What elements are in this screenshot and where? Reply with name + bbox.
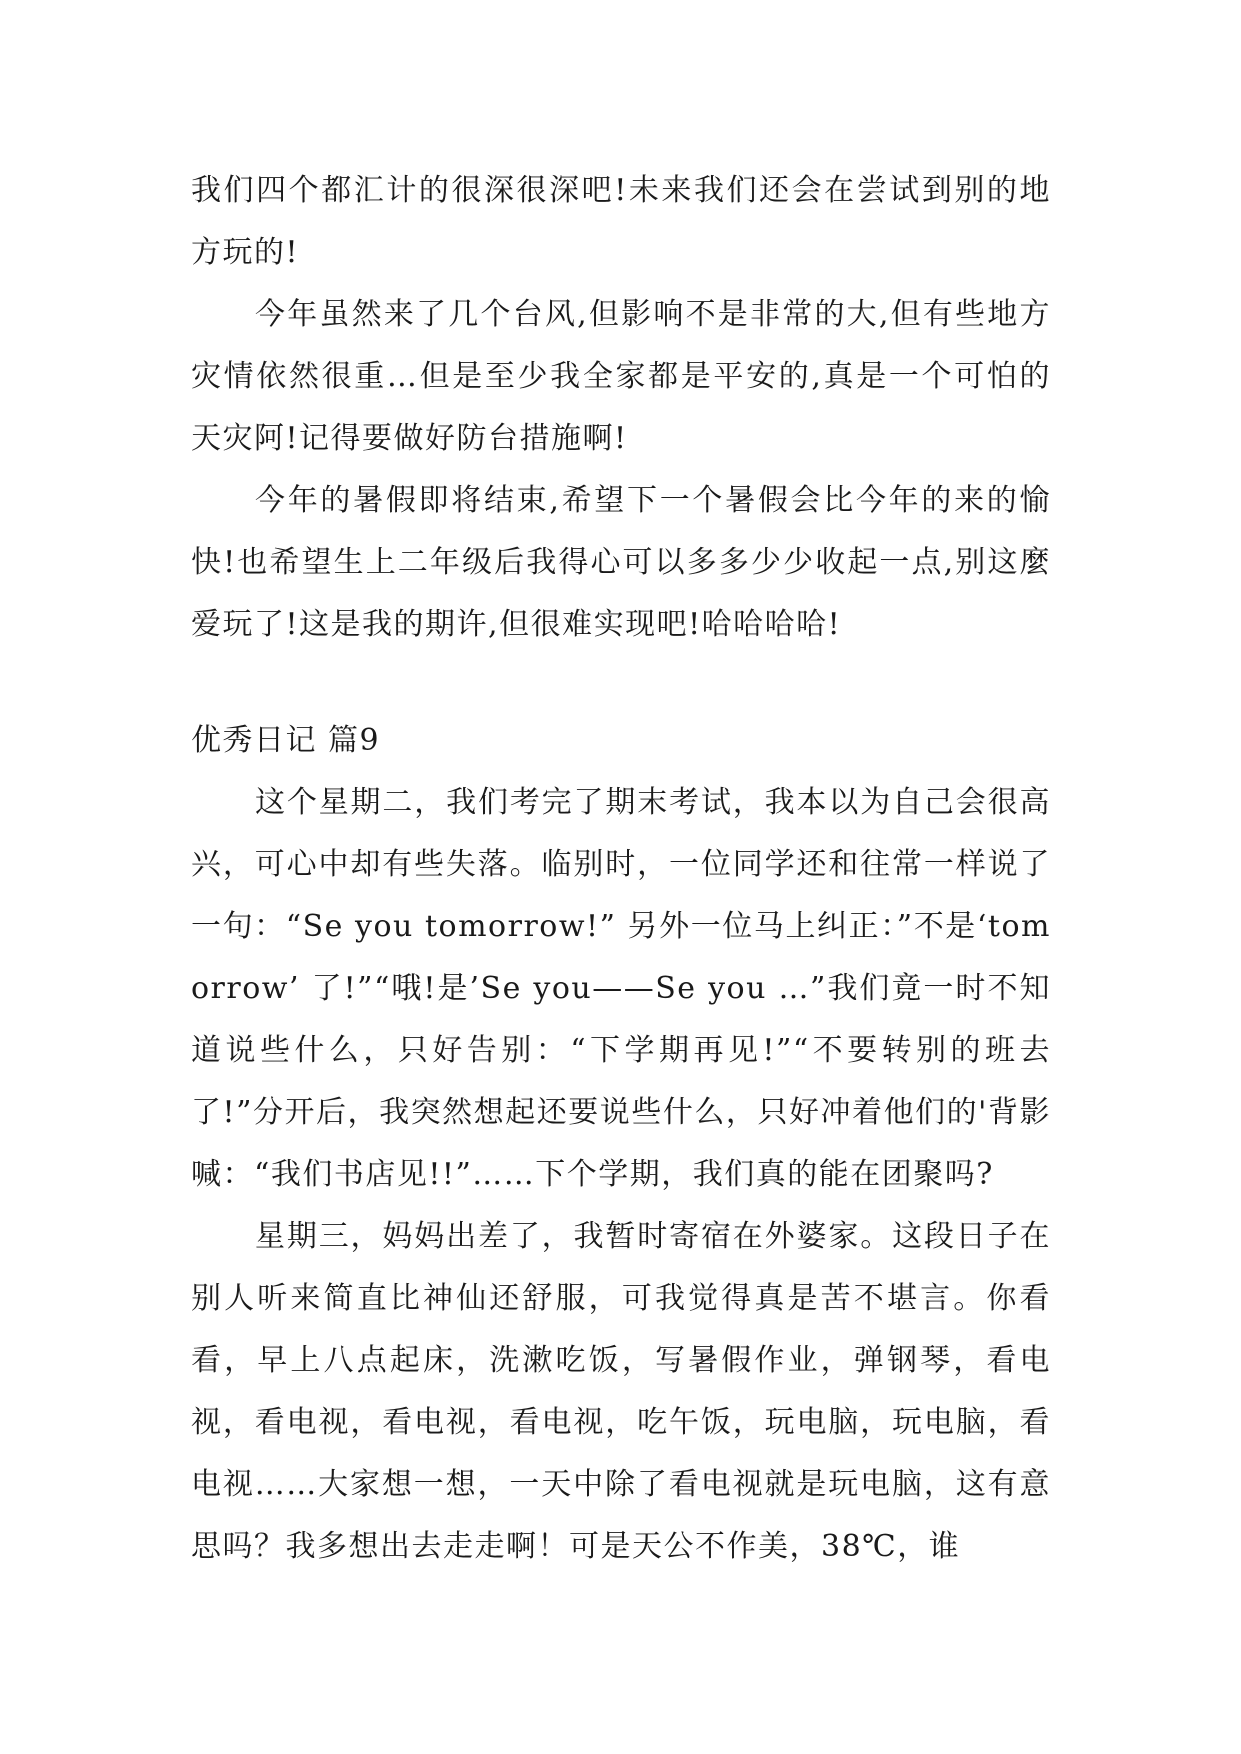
paragraph-4: 这个星期二，我们考完了期末考试，我本以为自己会很高兴，可心中却有些失落。临别时，一位同学还和往常一样说了一句：“Se you tomorrow!” 另外一位马上纠正：”不是‘tomorrow’ 了!”“哦!是’Se you——Se you …”我们竟一时不知道说些什么，只好告别：“下学期再见!”“不要转别的班去了!”分开后，我突然想起还要说些什么，只好冲着他们的'背影喊：“我们书店见!!”……下个学期，我们真的能在团聚吗? xyxy=(191,785,1051,1192)
document-body xyxy=(191,160,1051,1578)
paragraph-1: 我们四个都汇计的很深很深吧!未来我们还会在尝试到别的地方玩的! xyxy=(191,173,1051,270)
paragraph-2: 今年虽然来了几个台风,但影响不是非常的大,但有些地方灾情依然很重…但是至少我全家都是平安的,真是一个可怕的天灾阿!记得要做好防台措施啊! xyxy=(191,297,1051,456)
section-title: 优秀日记 篇9 xyxy=(191,723,381,758)
paragraph-3: 今年的暑假即将结束,希望下一个暑假会比今年的来的愉快!也希望生上二年级后我得心可以多多少少收起一点,别这麼爱玩了!这是我的期许,但很难实现吧!哈哈哈哈! xyxy=(191,483,1051,642)
paragraph-5: 星期三，妈妈出差了，我暂时寄宿在外婆家。这段日子在别人听来简直比神仙还舒服，可我觉得真是苦不堪言。你看看，早上八点起床，洗漱吃饭，写暑假作业，弹钢琴，看电视，看电视，看电视，看电视，吃午饭，玩电脑，玩电脑，看电视……大家想一想，一天中除了看电视就是玩电脑，这有意思吗？我多想出去走走啊！可是天公不作美，38℃，谁 xyxy=(191,1219,1051,1564)
section-spacer xyxy=(191,656,1051,710)
